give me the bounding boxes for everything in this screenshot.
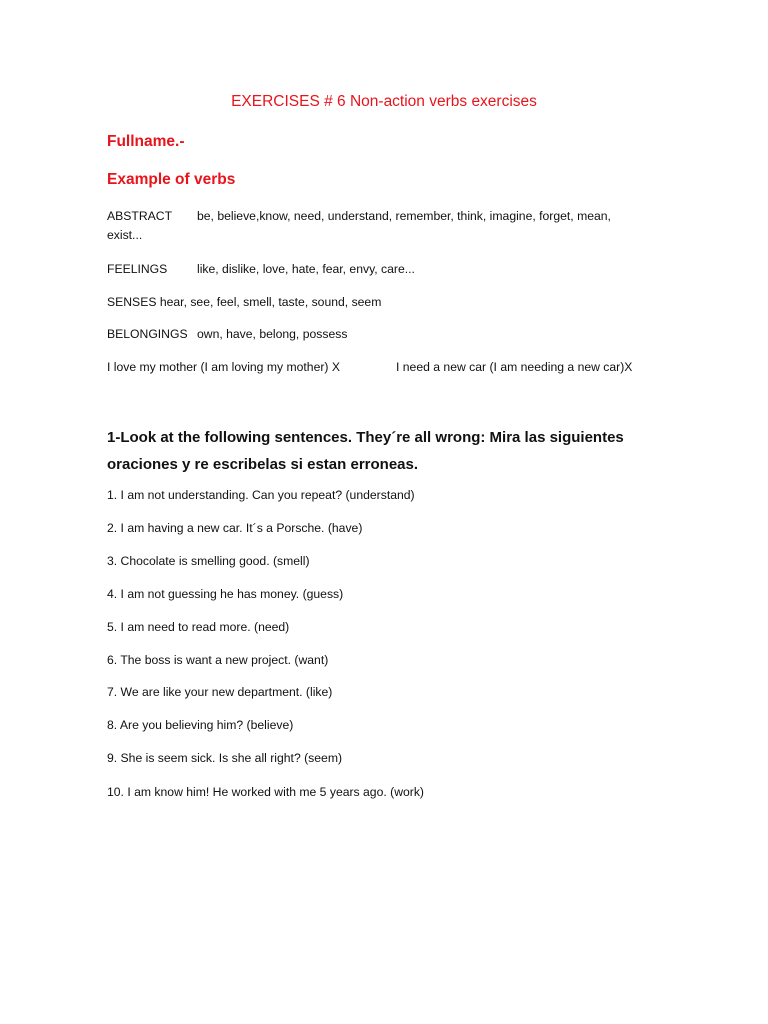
category-abstract [107,207,611,225]
category-verbs: be, believe,know, need, understand, remember, think, imagine, forget, mean, [197,209,611,223]
category-label: SENSES [107,295,157,309]
category-abstract-continuation: exist... [107,228,143,242]
exercise-heading: 1-Look at the following sentences. They´re all wrong: Mira las siguientes oraciones y re escribelas si estan erroneas. [107,429,624,473]
category-verbs: like, dislike, love, hate, fear, envy, care... [197,262,415,276]
title-main: Non-action verbs exercises [349,93,537,110]
exercise-sentence: 1. I am not understanding. Can you repeat? (understand) [107,488,415,502]
exercise-sentence: 3. Chocolate is smelling good. (smell) [107,554,310,568]
page-title [0,93,768,111]
category-label: ABSTRACT [107,209,173,223]
wrong-example-1: I love my mother (I am loving my mother) X [107,360,340,374]
exercise-sentence: 2. I am having a new car. It´s a Porsche. (have) [107,521,363,535]
category-feelings [107,260,415,278]
category-verbs: own, have, belong, possess [197,327,348,341]
wrong-example-2: I need a new car (I am needing a new car)X [396,360,633,374]
exercise-sentence: 4. I am not guessing he has money. (guess) [107,587,344,601]
fullname-label: Fullname.- [107,133,185,150]
exercise-sentence: 7. We are like your new department. (like) [107,685,333,699]
examples-heading: Example of verbs [107,171,236,188]
exercise-sentence: 6. The boss is want a new project. (want) [107,653,329,667]
category-senses [107,293,381,311]
exercise-sentence: 8. Are you believing him? (believe) [107,718,294,732]
title-prefix: EXERCISES # 6 [231,93,350,110]
category-label: FEELINGS [107,262,168,276]
category-belongings [107,325,347,343]
exercise-sentence: 9. She is seem sick. Is she all right? (seem) [107,751,343,765]
category-label: BELONGINGS [107,327,188,341]
category-verbs: hear, see, feel, smell, taste, sound, seem [159,295,382,309]
exercise-sentence: 10. I am know him! He worked with me 5 years ago. (work) [107,785,424,799]
exercise-sentence: 5. I am need to read more. (need) [107,620,290,634]
